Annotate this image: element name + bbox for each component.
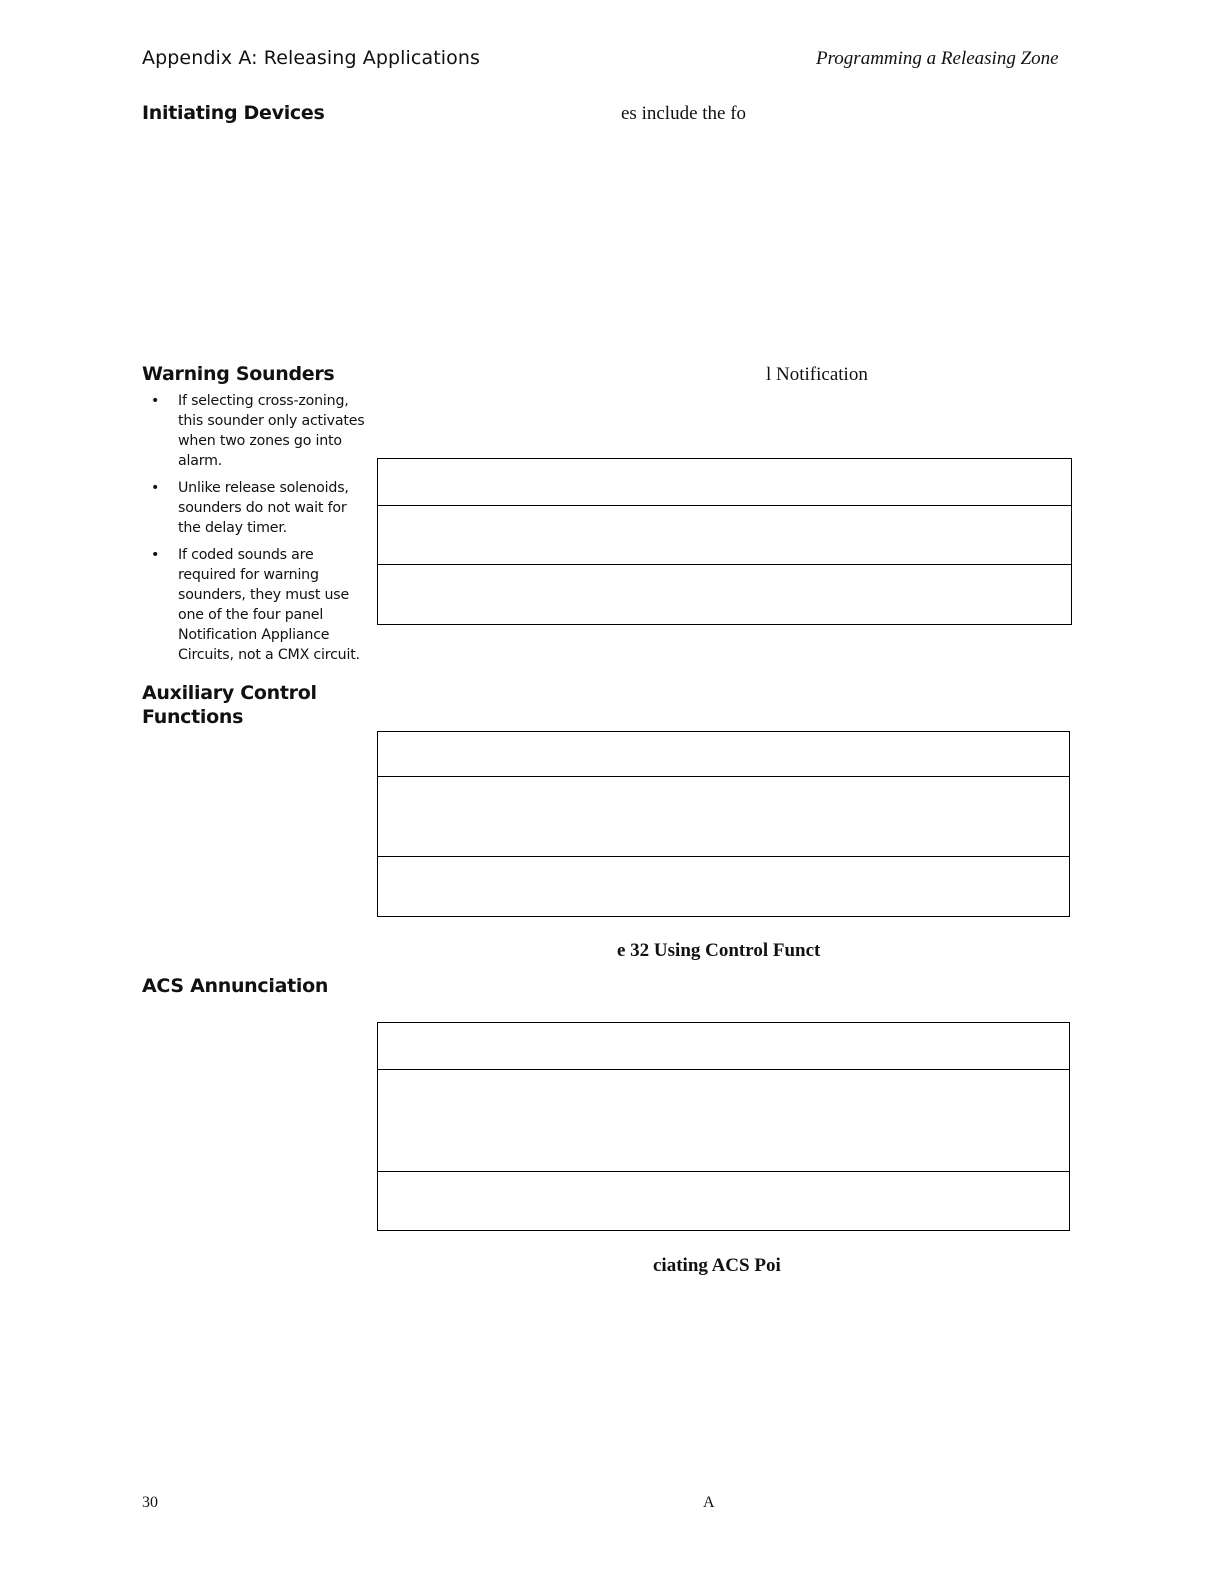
acs-points-caption: ciating ACS Poi bbox=[653, 1255, 781, 1276]
footer-center-text: A bbox=[703, 1494, 715, 1511]
warning-sounders-table bbox=[377, 458, 1072, 625]
warning-sounders-text: l Notification bbox=[766, 364, 868, 385]
table-cell bbox=[378, 459, 1072, 506]
note-item bbox=[142, 391, 372, 471]
note-item bbox=[142, 478, 372, 538]
note-text: If coded sounds are required for warning sounders, they must use one of the four panel Notification Appliance Circuits, not a CMX circuit. bbox=[178, 547, 360, 663]
auxiliary-control-heading: Auxiliary Control Functions bbox=[142, 682, 317, 728]
note-text: Unlike release solenoids, sounders do not wait for the delay timer. bbox=[178, 480, 349, 536]
table-cell bbox=[378, 857, 1070, 917]
table-cell bbox=[378, 1023, 1070, 1070]
page-number: 30 bbox=[142, 1494, 158, 1511]
control-functions-table bbox=[377, 731, 1070, 917]
table-cell bbox=[378, 1172, 1070, 1231]
warning-sounders-notes bbox=[142, 391, 372, 672]
running-header-left: Appendix A: Releasing Applications bbox=[142, 47, 481, 69]
note-text: If selecting cross-zoning, this sounder only activates when two zones go into alarm. bbox=[178, 393, 365, 469]
bullet-icon: • bbox=[151, 393, 160, 409]
acs-annunciation-heading: ACS Annunciation bbox=[142, 975, 329, 997]
table-cell bbox=[378, 732, 1070, 777]
table-cell bbox=[378, 506, 1072, 565]
initiating-devices-heading: Initiating Devices bbox=[142, 102, 325, 124]
table-cell bbox=[378, 565, 1072, 625]
table-cell bbox=[378, 777, 1070, 857]
acs-points-table bbox=[377, 1022, 1070, 1231]
initiating-devices-text: es include the fo bbox=[621, 103, 747, 124]
bullet-icon: • bbox=[151, 547, 160, 563]
bullet-icon: • bbox=[151, 480, 160, 496]
control-functions-caption: e 32 Using Control Funct bbox=[617, 940, 821, 961]
warning-sounders-heading: Warning Sounders bbox=[142, 363, 335, 385]
note-item bbox=[142, 545, 372, 665]
table-cell bbox=[378, 1070, 1070, 1172]
running-header-right: Programming a Releasing Zone bbox=[816, 48, 1059, 69]
